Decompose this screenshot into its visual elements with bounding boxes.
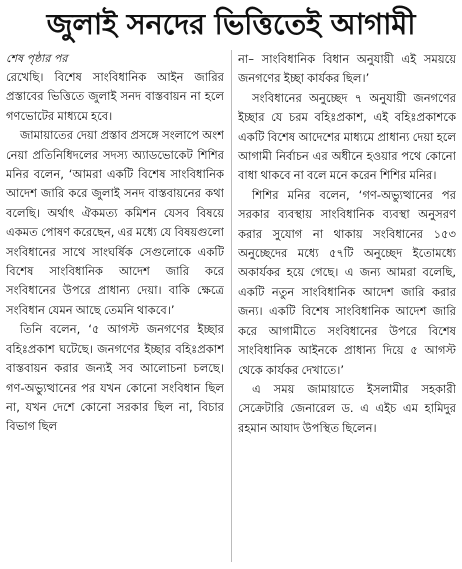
- paragraph: শিশির মনির বলেন, ‘গণ-অভ্যুত্থানের পর সরকার ব্যবস্থায় সাংবিধানিক ব্যবস্থা অনুসরণ করার সুযোগ না থাকায় সংবিধানের ১৫৩ অনুচ্ছেদের মধ্যে ৫৭টি অনুচ্ছেদ ইতোমধ্যে অকার্যকর হয়ে গেছে। এ জন্য আমরা বলেছি, একটি নতুন সাংবিধানিক আদেশ জারি করার জন্য। একটি বিশেষ সাংবিধানিক আদেশ জারি করে আগামীতে সংবিধানের উপরে বিশেষ সাংবিধানিক আইনকে প্রাধান্য দিয়ে ৫ আগস্ট থেকে কার্যকর দেখাতে।’: [238, 187, 456, 377]
- paragraph: সংবিধানের অনুচ্ছেদ ৭ অনুযায়ী জনগণের ইচ্ছার যে চরম বহিঃপ্রকাশ, এই বহিঃপ্রকাশকে একটি বিশেষ আদেশের মাধ্যমে প্রাধান্য দেয়া হলে আগামী নির্বাচন এর অধীনে হওয়ার পথে কোনো বাধা থাকবে না বলে মনে করেন শিশির মনির।: [238, 90, 456, 183]
- headline: জুলাই সনদের ভিত্তিতেই আগামী: [46, 7, 416, 41]
- continuation-note: শেষ পৃষ্ঠার পর: [6, 52, 68, 65]
- paragraph: রেখেছি। বিশেষ সাংবিধানিক আইন জারির প্রস্তাবের ভিত্তিতে জুলাই সনদ বাস্তবায়ন না হলে গণভোটের মাধ্যমে হবে।: [6, 70, 224, 123]
- left-column: [6, 50, 224, 562]
- paragraph: তিনি বলেন, ‘৫ আগস্ট জনগণের ইচ্ছার বহিঃপ্রকাশ ঘটেছে। জনগণের ইচ্ছার বহিঃপ্রকাশ বাস্তবায়ন করার জন্যই সব আলোচনা চলছে। গণ-অভ্যুত্থানের পর যখন কোনো সংবিধান ছিল না, যখন দেশে কোনো সরকার ছিল না, বিচার বিভাগ ছিল: [6, 322, 224, 434]
- paragraph: জামায়াতের দেয়া প্রস্তাব প্রসঙ্গে সংলাপে অংশ নেয়া প্রতিনিধিদলের সদস্য অ্যাডভোকেট শিশির মনির বলেন, ‘আমরা একটি বিশেষ সাংবিধানিক আদেশ জারি করে জুলাই সনদ বাস্তবায়নের কথা বলেছি। অর্থাৎ ঐকমত্য কমিশন যেসব বিষয়ে একমত পোষণ করেছেন, এর মধ্যে যে বিষয়গুলো সংবিধানের সাথে সাংঘর্ষিক সেগুলোকে একটি বিশেষ সাংবিধানিক আদেশ জারি করে সংবিধানের উপরে প্রাধান্য দেয়া। বাকি ক্ষেত্রে সংবিধান যেমন আছে তেমনি থাকবে।’: [6, 128, 224, 317]
- paragraph: না– সাংবিধানিক বিধান অনুযায়ী এই সময়য়ে জনগণের ইচ্ছা কার্যকর ছিল।’: [238, 52, 456, 86]
- right-column: [238, 50, 456, 562]
- article-body: [6, 50, 456, 562]
- paragraph: এ সময় জামায়াতে ইসলামীর সহকারী সেক্রেটারি জেনারেল ড. এ এইচ এম হামিদুর রহমান আযাদ উপস্থিত ছিলেন।: [238, 381, 456, 435]
- column-divider: [231, 50, 232, 562]
